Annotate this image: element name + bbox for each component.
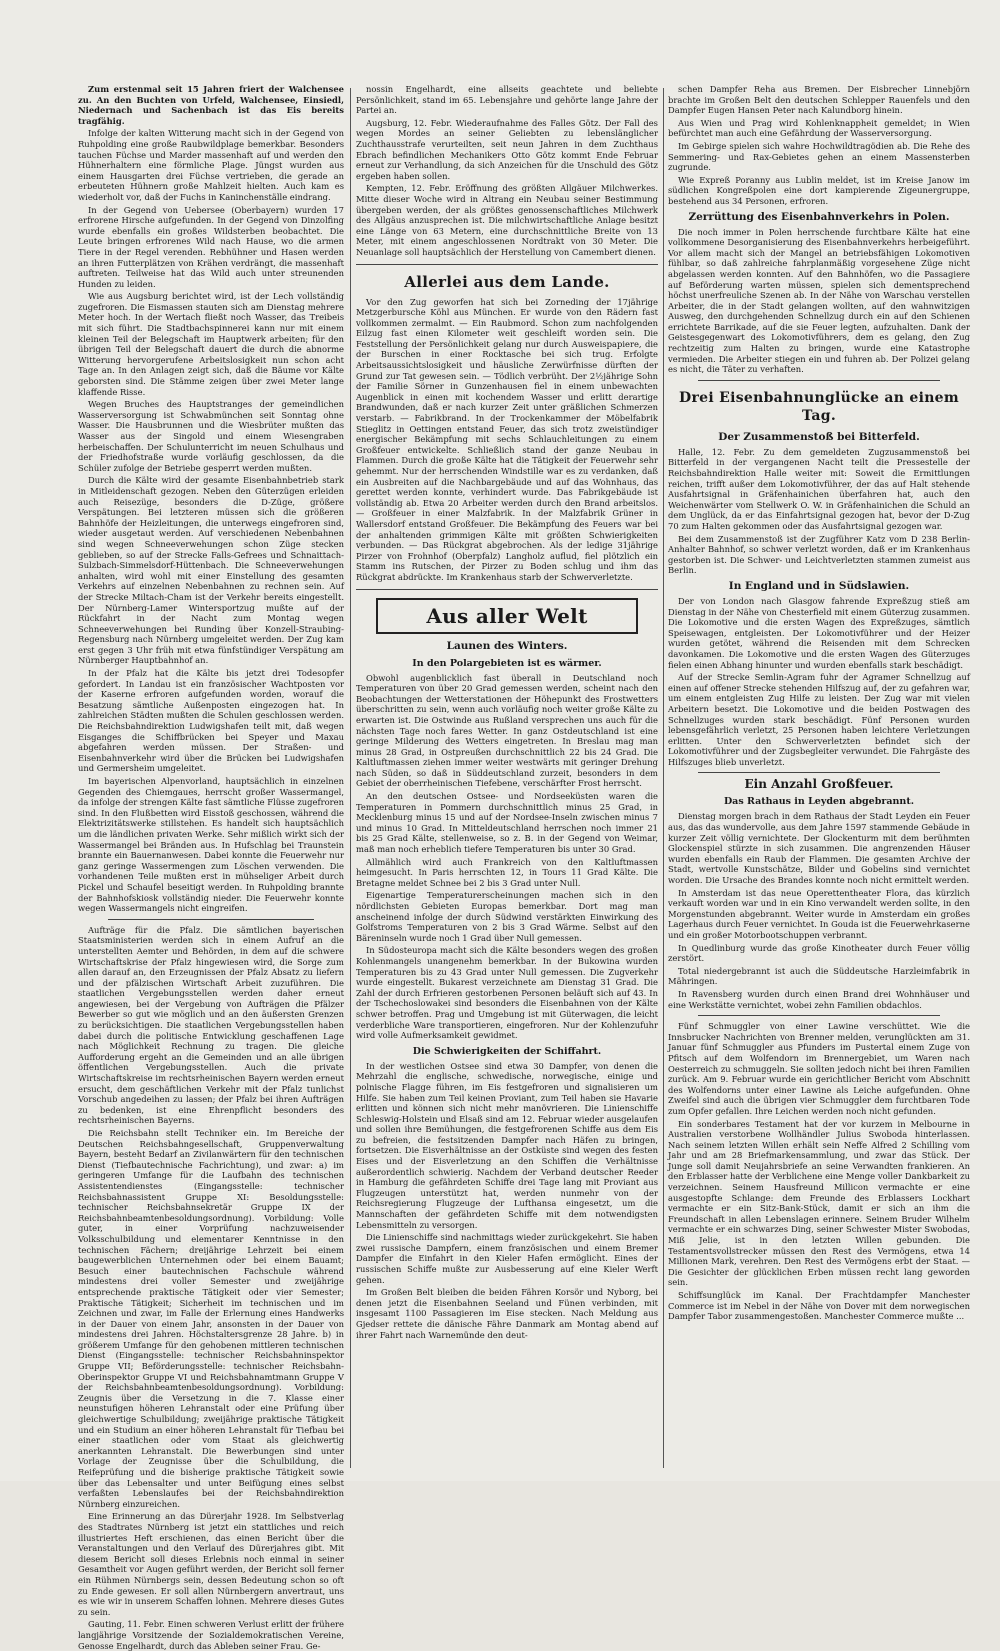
article-paragraph: Im bayerischen Alpenvorland, hauptsächlich in einzelnen Gegenden des Chiemgaues, herrscht großer Wassermangel, da infolge der strengen Kälte fast sämtliche Flüsse zugefroren sind. In den Flußbetten wird Eisstoß geschossen, während die Elektrizitätswerke stillstehen. Es handelt sich hauptsächlich um die ländlichen privaten Werke. Sehr mißlich wirkt sich der Wassermangel bei Bränden aus. In Hufschlag bei Traunstein brannte ein Bauernanwesen. Dabei konnte die Feuerwehr nur ganz geringe Wassermengen zum Löschen verwenden. Die vorhandenen Teile mußten erst in mühseliger Arbeit durch Pickel und Schaufel beseitigt werden. In Ruhpolding brannte der Bahnhofskiosk vollständig nieder. Die Feuerwehr konnte wegen Wassermangels nicht eingreifen. (78, 776, 344, 914)
article-paragraph: Aus Wien und Prag wird Kohlenknappheit gemeldet; in Wien befürchtet man auch eine Gefährdung der Wasserversorgung. (668, 117, 970, 139)
article-paragraph: Infolge der kalten Witterung macht sich in der Gegend von Ruhpolding eine große Raubwildplage bemerkbar. Besonders tauchen Füchse und Marder massenhaft auf und werden den Hühnerhaltern eine förmliche Plage. Jüngst wurden aus einem Hausgarten drei Füchse vertrieben, die gerade an erbeuteten Hühnern große Mahlzeit hielten. Auch kam es wiederholt vor, daß der Fuchs in Kaninchenställe eindrang. (78, 128, 344, 202)
article-paragraph: In Quedlinburg wurde das große Kinotheater durch Feuer völlig zerstört. (668, 942, 970, 964)
article-paragraph: Die Reichsbahn stellt Techniker ein. Im Bereiche der Deutschen Reichsbahngesellschaft, Gruppenverwaltung Bayern, besteht Bedarf an Zivilanwärtern für den technischen Dienst (Tiefbautechnische Fachrichtung), und zwar: a) im geringeren Umfange für die Laufbahn des technischen Assistentendienstes (Eingangsstelle: technischer Reichsbahnassistent Gruppe XI: Besoldungsstelle: technischer Reichsbahnsekretär Gruppe IX der Reichsbahnbeamtenbesoldungsordnung). Vorbildung: Volle guter, in einer Vorprüfung nachzuweisender Volksschulbildung und elementarer Kenntnisse in den technischen Fächern; dreijährige Lehrzeit bei einem baugewerblichen Unternehmen oder bei einem Bauamt; Besuch einer bautechnischen Fachschule während mindestens drei voller Semester und zweijährige entsprechende praktische Tätigkeit oder vier Semester; Praktische Tätigkeit; Sicherheit im technischen und im Zeichnen und zwar, im Falle der Erlernung eines Handwerks in der Dauer von einem Jahr, ansonsten in der Dauer von mindestens drei Jahren. Höchstaltersgrenze 28 Jahre. b) in größerem Umfange für den gehobenen mittleren technischen Dienst (Eingangsstelle: technischer Reichsbahninspektor Gruppe VII; Beförderungsstelle: technischer Reichsbahn-Oberinspektor Gruppe VI und Reichsbahnamtmann Gruppe V der Reichsbahnbeamtenbesoldungsordnung). Vorbildung: Zeugnis über die Versetzung in die 7. Klasse einer neunstufigen höheren Lehranstalt oder eine Prüfung über gleichwertige Schulbildung; zweijährige praktische Tätigkeit und ein Studium an einer höheren Lehranstalt für Tiefbau bei einer staatlichen oder vom Staat als gleichwertig anerkannten Lehranstalt. Die Bewerbungen sind unter Vorlage der Zeugnisse über die Schulbildung, die Reifeprüfung und die bisherige praktische Tätigkeit sowie über das Lebensalter und unter Beifügung eines selbst verfaßten Lebenslaufes bei der Reichsbahndirektion Nürnberg einzureichen. (78, 1128, 344, 1509)
article-paragraph: In der Pfalz hat die Kälte bis jetzt drei Todesopfer gefordert. In Landau ist ein französischer Wachtposten vor der Kaserne erfroren aufgefunden worden, worauf die Besatzung sämtliche Außenposten eingezogen hat. In zahlreichen Städten mußten die Schulen geschlossen werden. Die Reichsbahndirektion Ludwigshafen teilt mit, daß wegen Eisganges die Schiffbrücken bei Speyer und Maxau abgefahren werden müssen. Der Straßen- und Eisenbahnverkehr wird über die Brücken bei Ludwigshafen und Germersheim umgeleitet. (78, 668, 344, 774)
divider (356, 264, 658, 265)
article-subheading: Das Rathaus in Leyden abgebrannt. (723, 796, 915, 808)
column-rule (350, 88, 351, 1468)
article-paragraph: Die Linienschiffe sind nachmittags wieder zurückgekehrt. Sie haben zwei russische Dampfern, einem französischen und einem Bremer Dampfer die Einfahrt in den Kieler Hafen ermöglicht. Eines der russischen Schiffe mußte zur Ausbesserung auf eine Kieler Werft gehen. (356, 1232, 658, 1285)
article-paragraph: Total niedergebrannt ist auch die Süddeutsche Harzleimfabrik in Mähringen. (668, 965, 970, 987)
article-paragraph: Obwohl augenblicklich fast überall in Deutschland noch Temperaturen von über 20 Grad gemessen werden, scheint nach den Beobachtungen der Wetterstationen der Höhepunkt des Frostwetters überschritten zu sein, wenn auch vorläufig noch weiter große Kälte zu erwarten ist. Die Ostwinde aus Rußland versprechen uns auch für die nächsten Tage noch fares Wetter. In ganz Ostdeutschland ist eine geringe Milderung des Wetters eingetreten. In Breslau mag man minus 28 Grad, in Ostpreußen durchschnittlich 22 bis 24 Grad. Die Kaltluftmassen ziehen immer weiter westwärts mit geringer Drehung nach Süden, so daß in Süddeutschland zurzeit, besonders in dem Gebiet der oberrheinischen Tiefebene, verschärfter Frost herrscht. (356, 672, 658, 789)
article-paragraph: Gauting, 11. Febr. Einen schweren Verlust erlitt der frühere langjährige Vorsitzende der Sozialdemokratischen Vereine, Genosse Engelhardt, durch das Ableben seiner Frau. Ge- (78, 1619, 344, 1651)
article-paragraph: Eigenartige Temperaturerscheinungen machen sich in den nördlichsten Gebieten Europas bemerkbar. Dort mag man anscheinend infolge der durch Südwind verstärkten Einwirkung des Golfstroms Temperaturen von 2 bis 3 Grad Wärme. Selbst auf den Bäreninseln wurde noch 1 Grad über Null gemessen. (356, 890, 658, 943)
article-paragraph: Der von London nach Glasgow fahrende Expreßzug stieß am Dienstag in der Nähe von Chesterfield mit einem Güterzug zusammen. Die Lokomotive und die ersten Wagen des Expreßzuges, sämtlich Speisewagen, entgleisten. Der Lokomotivführer und der Heizer wurden getötet, während die Reisenden mit dem Schrecken davonkamen. Die Lokomotive und die ersten Wagen des Güterzuges fielen einen Abhang hinunter und wurden ebenfalls stark beschädigt. (668, 595, 970, 670)
article-paragraph: Wegen Bruches des Hauptstranges der gemeindlichen Wasserversorgung ist Schwabmünchen seit Sonntag ohne Wasser. Die Hausbrunnen und die Wiesbrüter mußten das Wasser aus der Singold und einem Wiesengraben herbeischaffen. Der Schulunterricht im neuen Schulhaus und der Friedhofstraße wurde vorläufig geschlossen, da die Schüler zufolge der Betriebe gesperrt werden mußten. (78, 399, 344, 473)
column-left (78, 84, 344, 1651)
article-subheading: In England und in Südslawien. (728, 579, 910, 592)
article-paragraph: An den deutschen Ostsee- und Nordseeküsten waren die Temperaturen in Pommern durchschnittlich minus 25 Grad, in Mecklenburg minus 15 und auf der Nordsee-Inseln zwischen minus 7 und minus 10 Grad. In Mitteldeutschland herrschen noch immer 21 bis 25 Grad Kälte, stellenweise, so z. B. in der Gegend von Weimar, maß man noch erheblich tiefere Temperaturen bis unter 30 Grad. (356, 791, 658, 855)
article-paragraph: Fünf Schmuggler von einer Lawine verschüttet. Wie die Innsbrucker Nachrichten von Brenner melden, verunglückten am 31. Januar fünf Schmuggler aus Pfunders im Pustertal einem Zuge von Pfitsch auf dem Wolfendorn im Brennergebiet, um Waren nach Oesterreich zu schmuggeln. Sie sollten jedoch nicht bei ihren Familien zurück. Am 9. Februar wurde ein gerichtlicher Bericht vom Abschnitt des Wolfendorns unter einer Lawine als Leiche aufgefunden. Ohne Zweifel sind auch die übrigen vier Schmuggler dem furchtbaren Tode zum Opfer gefallen. Ihre Leichen werden noch nicht gefunden. (668, 1021, 970, 1116)
article-paragraph: nossin Engelhardt, eine allseits geachtete und beliebte Persönlichkeit, stand im 65. Lebensjahre und gehörte lange Jahre der Partei an. (356, 84, 658, 116)
article-paragraph: schen Dampfer Reha aus Bremen. Der Eisbrecher Linnebjörn brachte im Großen Belt den deutschen Schlepper Rauenfels und den Dampfer Eugen Hansen Peter nach Kalundborg hinein. (668, 84, 970, 116)
article-paragraph: Ein sonderbares Testament hat der vor kurzem in Melbourne in Australien verstorbene Wollhändler Julius Swoboda hinterlassen. Nach seinem letzten Willen erhält sein Neffe Alfred 2 Schilling vom Jahr und am 28 Briefmarkensammlung, und zwar das Stück. Der Junge soll damit Neujahrsbriefe an seine Verwandten frankieren. An den Erblasser hatte der Verblichene eine Menge voller Dankbarkeit zu verzeichnen. Seinem Hausfreund Millicon vermachte er eine ausgestopfte Schlange: dem Freunde des Erblassers Lockhart vermachte er ein Sitz-Bank-Stück, damit er sich an ihm die Freundschaft in allen Lebenslagen erinnere. Seinem Bruder Wilhelm vermachte er ein schwarzes Ding, seiner Schwester Mister Swobodas, Miß Jelie, ist in den letzten Willen gebunden. Die Testamentsvollstrecker müssen den Rest des Vermögens, etwa 14 Millionen Mark, verehren. Den Rest des Vermögens erbt der Staat. — Die Gesichter der glücklichen Erben müssen recht lang geworden sein. (668, 1118, 970, 1288)
article-paragraph: Aufträge für die Pfalz. Die sämtlichen bayerischen Staatsministerien werden sich in einem Aufruf an die unterstellten Aemter und Behörden, in dem auf die schwere Wirtschaftskrise der Pfalz hingewiesen wird, die Sorge zum allen darauf an, den Erzeugnissen der Pfalz Absatz zu liefern und der pfälzischen Wirtschaft Arbeit zuzuführen. Die staatlichen Vergebungsstellen werden daher erneut angewiesen, bei der Vergebung von Aufträgen die Pfälzer Bewerber so gut wie möglich und an den äußersten Grenzen zu berücksichtigen. Die staatlichen Vergebungsstellen haben dabei durch die politische Entwicklung geschaffenen Lage nach Möglichkeit Rechnung zu tragen. Die gleiche Aufforderung ergeht an die Gemeinden und an alle übrigen öffentlichen Vergebungsstellen. Auch die private Wirtschaftskreise im rechtsrheinischen Bayern werden erneut ersucht, dem geschäftlichen Verkehr mit der Pfalz tunlichst Vorschub angedeihen zu lassen; der Pfalz bei ihren Aufträgen zu bedenken, ist eine Ehrenpflicht besonders des rechtsrheinischen Bayerns. (78, 924, 344, 1126)
article-paragraph: Die noch immer in Polen herrschende furchtbare Kälte hat eine vollkommene Desorganisierung des Eisenbahnverkehrs herbeigeführt. Vor allem macht sich der Mangel an betriebsfähigen Lokomotiven fühlbar, so daß zahlreiche fahrplanmäßig vorgesehene Züge nicht abgelassen werden konnten. Auf den Bahnhöfen, wo die Passagiere auf Beförderung warten müssen, spielen sich dementsprechend höchst unerfreuliche Szenen ab. In der Nähe von Warschau verstellen Arbeiter, die in der Stadt gelangen wollten, auf den wahnwitzigen Ausweg, den durchgehenden Schnellzug durch ein auf den Schienen errichtete Barrikade, auf die sie Feuer legten, aufzuhalten. Dank der Geistesgegenwart des Lokomotivführers, dem es gelang, den Zug rechtzeitig zum Halten zu bringen, wurde eine Katastrophe vermieden. Die Arbeiter stiegen ein und fuhren ab. Der Polizei gelang es nicht, die Täter zu verhaften. (668, 226, 970, 375)
column-right (668, 84, 970, 1474)
column-middle (356, 84, 658, 1474)
divider (108, 919, 314, 920)
article-paragraph: Allmählich wird auch Frankreich von den Kaltluftmassen heimgesucht. In Paris herrschten 12, in Tours 11 Grad Kälte. Die Bretagne meldet Schnee bei 2 bis 3 Grad unter Null. (356, 856, 658, 888)
article-subheading: Der Zusammenstoß bei Bitterfeld. (718, 430, 920, 443)
article-paragraph: In Südosteuropa macht sich die Kälte besonders wegen des großen Kohlenmangels unangenehm bemerkbar. In der Bukowina wurden Temperaturen bis zu 43 Grad unter Null gemessen. Die Zugverkehr wurde eingestellt. Bukarest verzeichnete am Dienstag 31 Grad. Die Zahl der durch Erfrieren gestorbenen Personen beläuft sich auf 43. In der Tschechoslowakei sind besonders die Eisenbahnen von der Kälte schwer betroffen. Prag und Umgebung ist mit Güterwagen, die leicht verderbliche Ware transportieren, eingefroren. Nur der Kohlenzufuhr wird volle Aufmerksamkeit gewidmet. (356, 945, 658, 1041)
article-heading: Launen des Winters. (446, 639, 568, 652)
section-heading: Drei Eisenbahnunglücke an einem Tag. (679, 389, 959, 424)
article-paragraph: Vor den Zug geworfen hat sich bei Zorneding der 17jährige Metzgerbursche Köhl aus München. Er wurde von den Rädern fast vollkommen zermalmt. — Ein Raubmord. Schon zum nachfolgenden Eilzug fast einen Kilometer weit geschleift worden sein. Die Feststellung der Persönlichkeit gelang nur durch Ausweispapiere, die der Burschen in einer Rocktasche bei sich trug. Erfolgte Arbeitsaussichtslosigkeit und häusliche Zerwürfnisse dürften der Grund zur Tat gewesen sein. — Tödlich verbrüht. Der 2½jährige Sohn der Familie Sörner in Gunzenhausen fiel in einem unbewachten Augenblick in einen mit kochendem Wasser und erlitt derartige Brandwunden, daß er nach kurzer Zeit unter gräßlichen Schmerzen verstarb. — Fabrikbrand. In der Trockenkammer der Möbelfabrik Stieglitz in Oettingen entstand Feuer, das sich trotz zweistündiger energischer Bekämpfung mit sechs Schlauchleitungen zu einem Großfeuer entwickelte. Schließlich stand der ganze Neubau in Flammen. Durch die große Kälte hat die Tätigkeit der Feuerwehr sehr gehemmt. Nur der herrschenden Windstille war es zu verdanken, daß ein Ausbreiten auf die Nachbargebäude und auf das Wohnhaus, das gerettet werden konnte, verhindert wurde. Das Fabrikgebäude ist vollständig ab. Etwa 20 Arbeiter werden durch den Brand arbeitslos. — Großfeuer in einer Malzfabrik. In der Malzfabrik Grüner in Wallersdorf entstand Großfeuer. Die Bekämpfung des Feuers war bei der anhaltenden grimmigen Kälte mit größten Schwierigkeiten verbunden. — Das Rückgrat abgebrochen. Als der ledige 31jährige Pirzer von Frohnhof (Oberpfalz) Langholz auflud, fiel plötzlich ein Stamm ins Rutschen, der Pirzer zu Boden schlug und ihm das Rückgrat abdrückte. Im Krankenhaus starb der Schwerverletzte. (356, 296, 658, 582)
article-paragraph: Wie Expreß Poranny aus Lublin meldet, ist im Kreise Janow im südlichen Kongreßpolen eine dort kampierende Zigeunergruppe, bestehend aus 34 Personen, erfroren. (668, 174, 970, 206)
article-paragraph: Kempten, 12. Febr. Eröffnung des größten Allgäuer Milchwerkes. Mitte dieser Woche wird in Altrang ein Neubau seiner Bestimmung übergeben werden, der als größtes genossenschaftliches Milchwerk des Allgäus anzusprechen ist. Die milchwirtschaftliche Anlage besitzt eine Länge von 63 Metern, eine durchschnittliche Breite von 13 Meter, mit einem angeschlossenen Nordtrakt von 30 Meter. Die Neuanlage soll hauptsächlich der Herstellung von Camembert dienen. (356, 183, 658, 257)
article-paragraph: Auf der Strecke Semlin-Agram fuhr der Agramer Schnellzug auf einen auf offener Strecke stehenden Hilfszug auf, der zu gefahren war, um einem entgleisten Zug Hilfe zu leisten. Der Zug war mit vielen Arbeitern besetzt. Die Lokomotive und die beiden Postwagen des Schnellzuges wurden stark beschädigt. Fünf Personen wurden lebensgefährlich verletzt, 25 Personen haben leichtere Verletzungen erlitten. Unter den Schwerverletzten befindet sich der Lokomotivführer und der Zugsbegleiter verwundet. Die Fahrgäste des Hilfszuges blieb unverletzt. (668, 672, 970, 767)
article-paragraph: In der westlichen Ostsee sind etwa 30 Dampfer, von denen die Mehrzahl die englische, schwedische, norwegische, einige und polnische Flagge führen, im Eis festgefroren und signalisieren um Hilfe. Sie haben zum Teil keinen Proviant, zum Teil haben sie Havarie erlitten und können sich nicht mehr manövrieren. Die Linienschiffe Schleswig-Holstein und Elsaß sind am 12. Februar wieder ausgelaufen und sollen ihre Bemühungen, die festgefrorenen Schiffe aus dem Eis zu befreien, die festsitzenden Dampfer nach Häfen zu bringen, fortsetzen. Die Eisverhältnisse an der Ostküste sind wegen des festen Eises und der Eisverletzung an den Schiffen die Verhältnisse außerordentlich schwierig. Nachdem der Verband deutscher Reeder in Hamburg die gefährdeten Schiffe drei Tage lang mit Proviant aus Flugzeugen unterstützt hat, werden nunmehr von der Reichsregierung Flugzeuge der Lufthansa eingesetzt, um die Mannschaften der gefährdeten Schiffe mit dem notwendigsten Lebensmitteln zu versorgen. (356, 1060, 658, 1230)
article-heading: Ein Anzahl Großfeuer. (744, 777, 894, 792)
article-paragraph: Im Großen Belt bleiben die beiden Fähren Korsör und Nyborg, bei denen jetzt die Eisenbahnen Seeland und Fünen verbinden, mit insgesamt 1100 Passagieren im Eise stecken. Nach Meldung aus Gjedser rettete die dänische Fähre Danmark am Montag abend auf ihrer Fahrt nach Warnemünde den deut- (356, 1287, 658, 1340)
divider (698, 380, 940, 381)
article-paragraph: Schiffsunglück im Kanal. Der Frachtdampfer Manchester Commerce ist im Nebel in der Nähe von Dover mit dem norwegischen Dampfer Tabor zusammengestoßen. Manchester Commerce mußte ... (668, 1290, 970, 1322)
divider (698, 1015, 940, 1016)
article-paragraph: Dienstag morgen brach in dem Rathaus der Stadt Leyden ein Feuer aus, das das wundervolle, aus dem Jahre 1597 stammende Gebäude in kurzer Zeit völlig vernichtete. Der Glockenturm mit dem berühmten Glockenspiel stürzte in sich zusammen. Die angrenzenden Häuser wurden ebenfalls ein Raub der Flammen. Die gesamten Archive der Stadt, wertvolle Kunstschätze, Bilder und Gobelins sind vernichtet worden. Die Ursache des Brandes konnte noch nicht ermittelt werden. (668, 811, 970, 886)
divider (698, 772, 940, 773)
article-paragraph: In der Gegend von Uebersee (Oberbayern) wurden 17 erfrorene Hirsche aufgefunden. In der Gegend von Dinzolfing wurde ebenfalls ein großes Wildsterben beobachtet. Die Leute bringen erfrorenes Wild nach Hause, wo die armen Tiere in der Regel verenden. Rebhühner und Hasen werden an ihren Futterplätzen von Krähen verdrängt, die massenhaft auftreten. Teilweise hat das Wild auch unter streunenden Hunden zu leiden. (78, 204, 344, 289)
article-paragraph: Im Gebirge spielen sich wahre Hochwildtragödien ab. Die Rehe des Semmering- und Rax-Gebietes gehen an einem Massensterben zugrunde. (668, 140, 970, 173)
divider (356, 589, 658, 590)
column-rule (663, 88, 664, 1468)
article-subheading: Die Schwierigkeiten der Schiffahrt. (412, 1045, 602, 1057)
article-heading: Zerrüttung des Eisenbahnverkehrs in Polen. (688, 210, 950, 223)
article-paragraph: Halle, 12. Febr. Zu dem gemeldeten Zugzusammenstoß bei Bitterfeld in der vergangenen Nacht teilt die Pressestelle der Reichsbahndirektion Halle weiter mit: Soweit die Ermittlungen reichen, trifft außer dem Lokomotivführer, der das auf Halt stehende Ausfahrtsignal in Gräfenhainichen überfahren hat, auch den Weichenwärter vom Stellwerk O. W. in Gräfenhainichen die Schuld an dem Unglück, da er das Einfahrtsignal gezogen hat, bevor der D-Zug 70 zum Halten gekommen oder das Ausfahrtsignal gezogen war. (668, 446, 970, 531)
article-paragraph: Augsburg, 12. Febr. Wiederaufnahme des Falles Götz. Der Fall des wegen Mordes an seiner Geliebten zu lebenslänglicher Zuchthausstrafe verurteilten, seit neun Jahren in dem Zuchthaus Ebrach befindlichen Mechanikers Otto Götz kommt Ende Februar erneut zur Verhandlung, da sich Anzeichen für die Unschuld des Götz ergeben haben sollen. (356, 117, 658, 181)
article-paragraph: Bei dem Zusammenstoß ist der Zugführer Katz vom D 238 Berlin-Anhalter Bahnhof, so schwer verletzt worden, daß er im Krankenhaus gestorben ist. Die Schwer- und Leichtverletzten stammen zumeist aus Berlin. (668, 533, 970, 576)
article-paragraph: Durch die Kälte wird der gesamte Eisenbahnbetrieb stark in Mitleidenschaft gezogen. Neben den Güterzügen erleiden auch Reisezüge, besonders die D-Züge, größere Verspätungen. Bei letzteren müssen sich die größeren Bahnhöfe der Heizleitungen, die unterwegs eingefroren sind, wieder ausgetaut werden. Auf verschiedenen Nebenbahnen sind wegen Schneeverwehungen schon Züge stecken geblieben, so auf der Strecke Falls-Gefrees und Schnaittach-Sulzbach-Simmelsdorf-Hüttenbach. Die Schneeverwehungen anhalten, wird wohl mit einer Einstellung des gesamten Verkehrs auf einzelnen Nebenbahnen zu rechnen sein. Auf der Strecke Miltach-Cham ist der Verkehr bereits eingestellt. Der Nürnberg-Lamer Wintersportzug mußte auf der Rückfahrt in der Nacht zum Montag wegen Schneeverwehungen bei Runding über Konzell-Straubing-Regensburg nach Nürnberg umgeleitet werden. Der Zug kam erst gegen 3 Uhr früh mit etwa fünfstündiger Verspätung am Nürnberger Hauptbahnhof an. (78, 475, 344, 666)
section-heading-boxed: Aus aller Welt (376, 598, 638, 634)
article-paragraph: Wie aus Augsburg berichtet wird, ist der Lech vollständig zugefroren. Die Eismassen stauten sich am Dienstag mehrere Meter hoch. In der Wertach fließt noch Wasser, das Treibeis mit sich führt. Die Stadtbachspinnerei kann nur mit einem kleinen Teil der Belegschaft im Hauptwerk arbeiten; für den übrigen Teil der Belegschaft dauert die durch die abnorme Witterung hervorgerufene Arbeitslosigkeit nun schon acht Tage an. In den Anlagen zeigt sich, daß die Bäume vor Kälte geborsten sind. Die Stämme zeigen über zwei Meter lange klaffende Risse. (78, 291, 344, 397)
article-paragraph: Eine Erinnerung an das Dürerjahr 1928. Im Selbstverlag des Stadtrates Nürnberg ist jetzt ein stattliches und reich illustriertes Heft erschienen, das einen Bericht über die Veranstaltungen und den Verlauf des Dürerjahres gibt. Mit diesem Bericht soll dieses Erlebnis noch einmal in seiner Gesamtheit vor Augen geführt werden, der Bericht soll ferner ein Rühmen Nürnbergs sein, dessen Bedeutung schon so oft zu Ende gewesen. Er soll allen Nürnbergern anvertraut, uns es wie wir in unserem Schaffen lohnen. Mehrere dieses Gutes zu sein. (78, 1511, 344, 1617)
article-paragraph: In Ravensberg wurden durch einen Brand drei Wohnhäuser und eine Werkstätte vernichtet, wobei zehn Familien obdachlos. (668, 988, 970, 1010)
article-paragraph: Zum erstenmal seit 15 Jahren friert der Walchensee zu. An den Buchten von Urfeld, Walchensee, Einsiedl, Niedernach und Sachenbach ist das Eis bereits tragfähig. (78, 84, 344, 126)
section-heading: Allerlei aus dem Lande. (404, 272, 610, 291)
article-paragraph: In Amsterdam ist das neue Operettentheater Flora, das kürzlich verkauft worden war und in ein Kino verwandelt werden sollte, in den Morgenstunden abgebrannt. Weiter wurde in Amsterdam ein großes Lagerhaus durch Feuer vernichtet. In Gouda ist die Feuerwehrkaserne und ein großer Motorbootschuppen verbrannt. (668, 887, 970, 940)
article-subheading: In den Polargebieten ist es wärmer. (412, 657, 602, 669)
